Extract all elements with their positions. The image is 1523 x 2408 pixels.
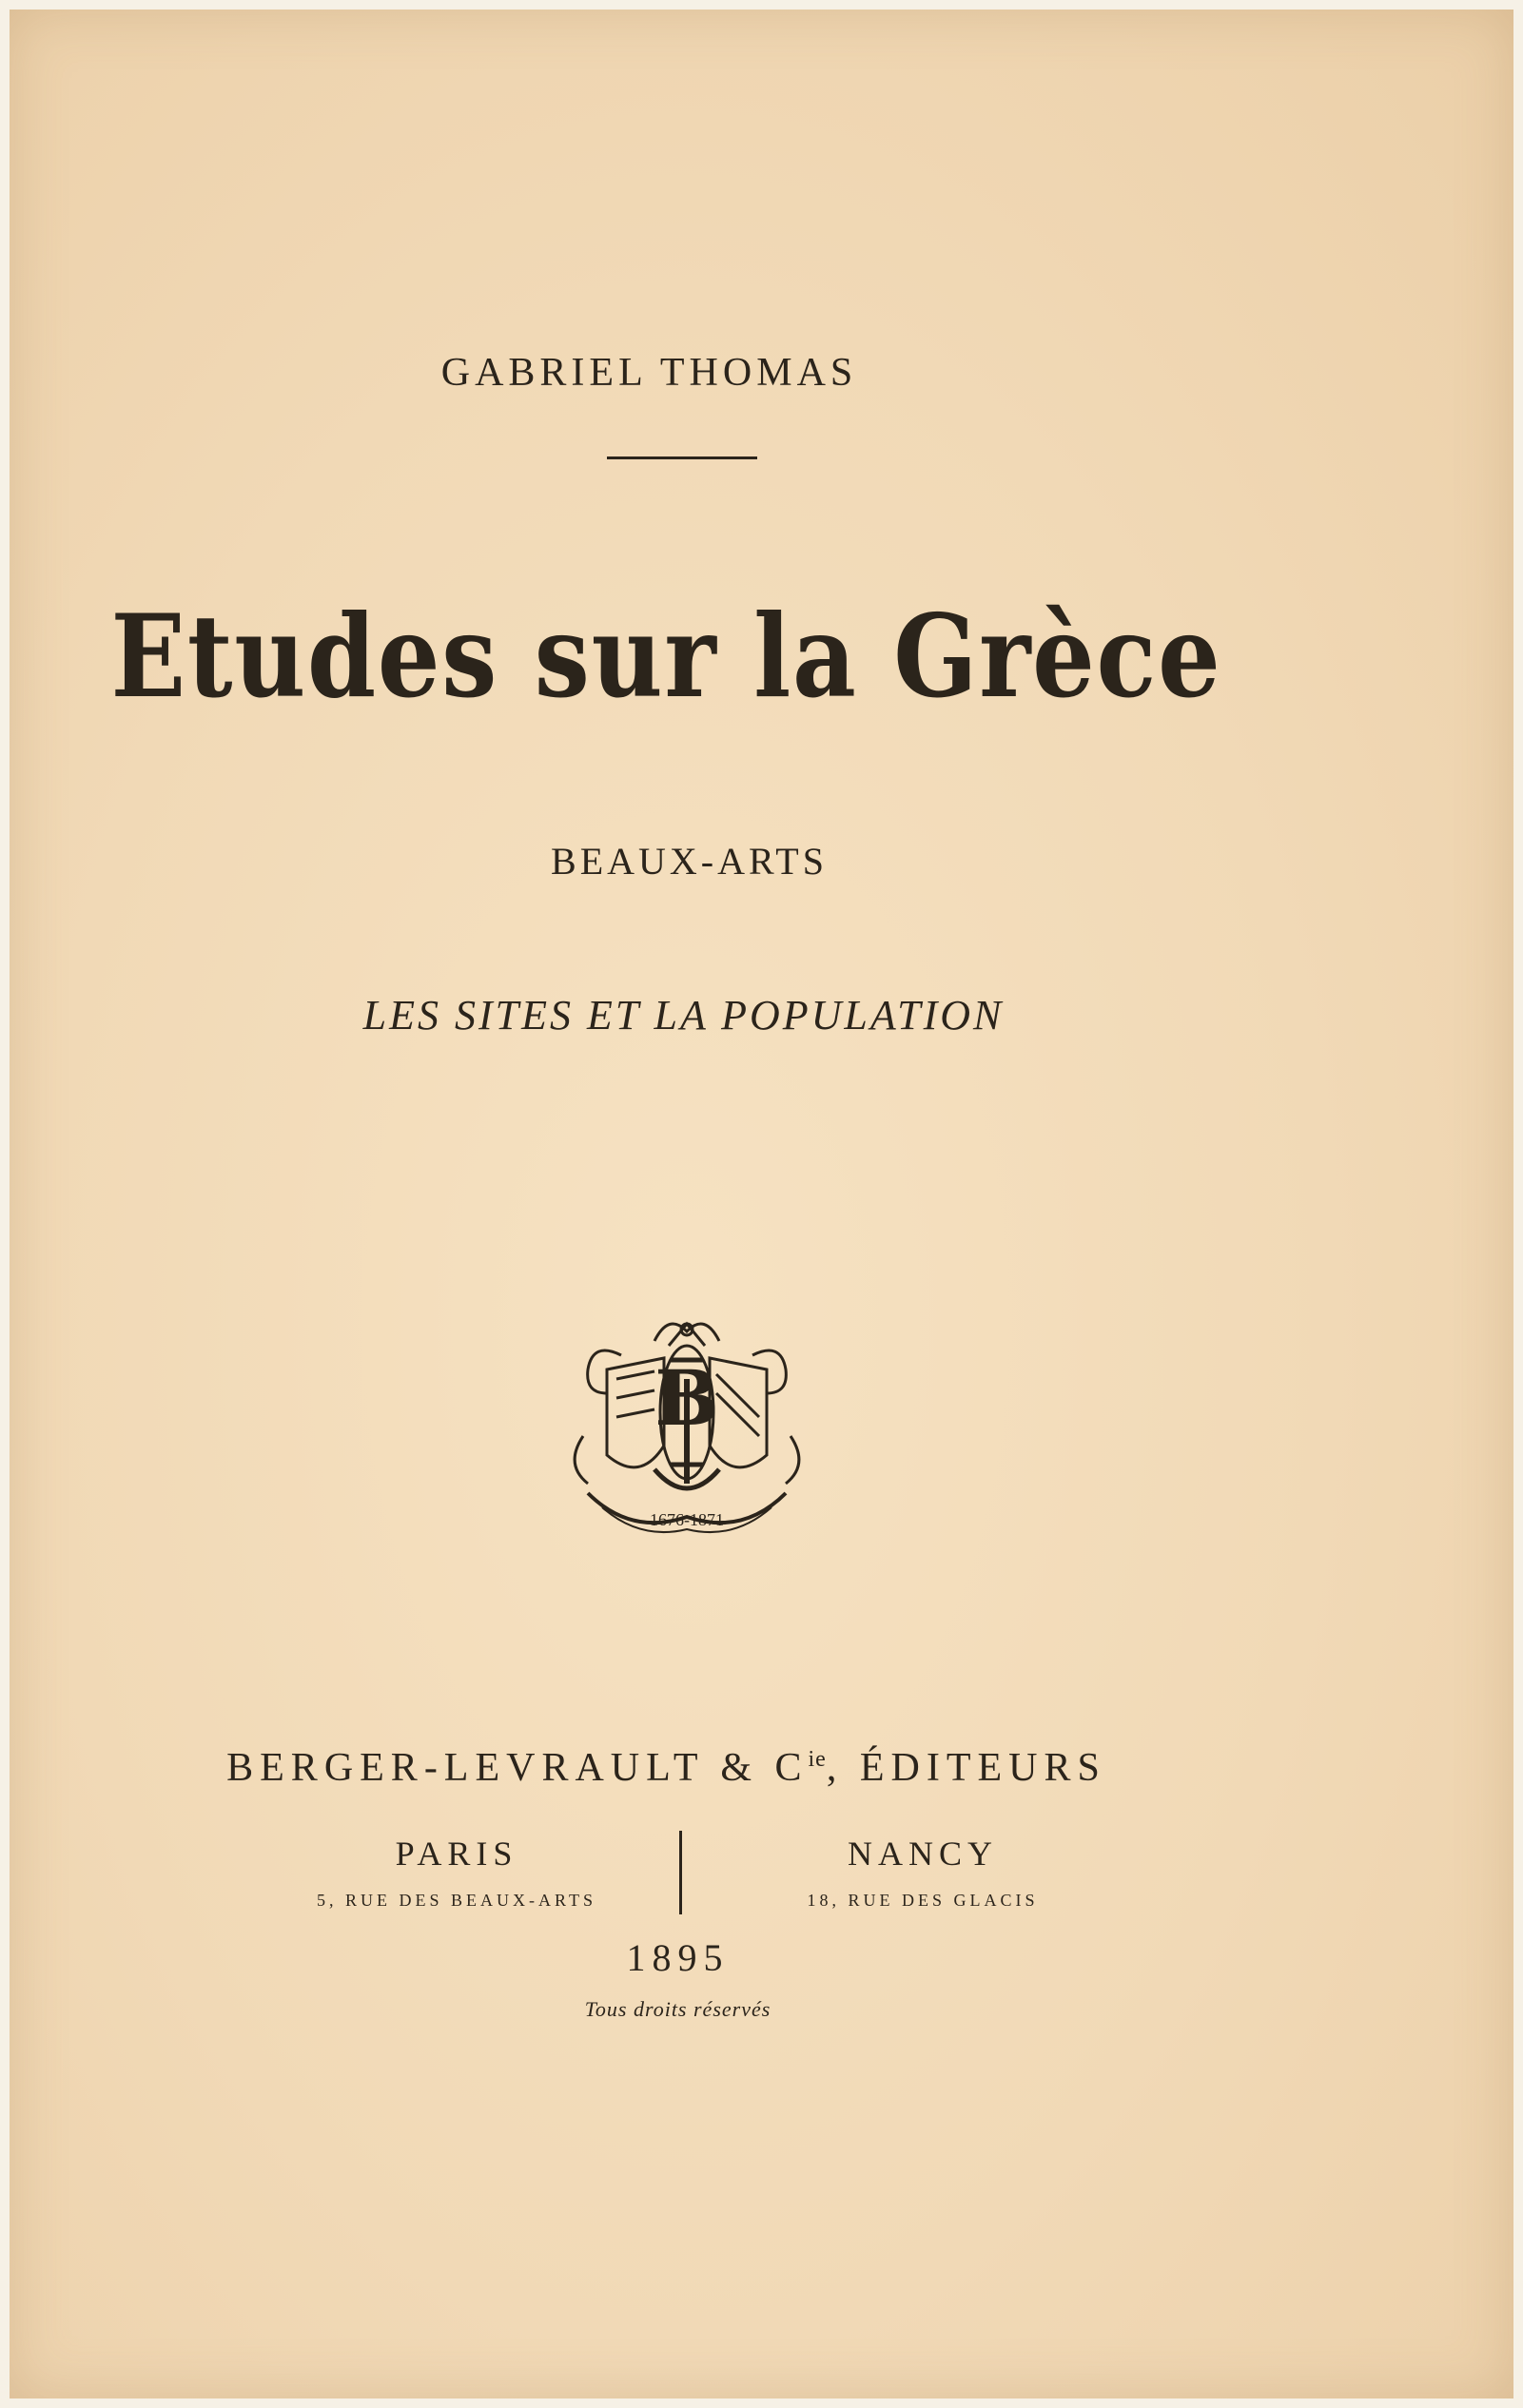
city-paris: PARIS — [395, 1835, 518, 1873]
book-title: Etudes sur la Grèce — [110, 590, 1222, 724]
city-nancy: NANCY — [847, 1835, 998, 1873]
location-divider — [679, 1831, 682, 1914]
subtitle-beaux-arts: BEAUX-ARTS — [551, 840, 828, 883]
subtitle-sites-population: LES SITES ET LA POPULATION — [362, 992, 1005, 1039]
title-page — [10, 10, 1513, 2398]
publisher-name-tail: , ÉDITEURS — [826, 1746, 1106, 1790]
address-paris: 5, RUE DES BEAUX-ARTS — [317, 1891, 596, 1910]
rights-notice: Tous droits réservés — [584, 1997, 771, 2021]
emblem-dates: 1676-1871 — [650, 1510, 724, 1529]
publisher-name — [10, 1745, 1418, 1791]
publisher-name-main: BERGER-LEVRAULT & C — [226, 1746, 809, 1790]
author-rule — [607, 456, 757, 459]
emblem-monogram: B — [654, 1353, 719, 1443]
publisher-name-sup: ie — [808, 1747, 827, 1772]
author-name: GABRIEL THOMAS — [440, 351, 858, 395]
publication-year: 1895 — [626, 1936, 730, 1979]
address-nancy: 18, RUE DES GLACIS — [807, 1891, 1039, 1910]
publisher-emblem-icon — [564, 1303, 810, 1541]
